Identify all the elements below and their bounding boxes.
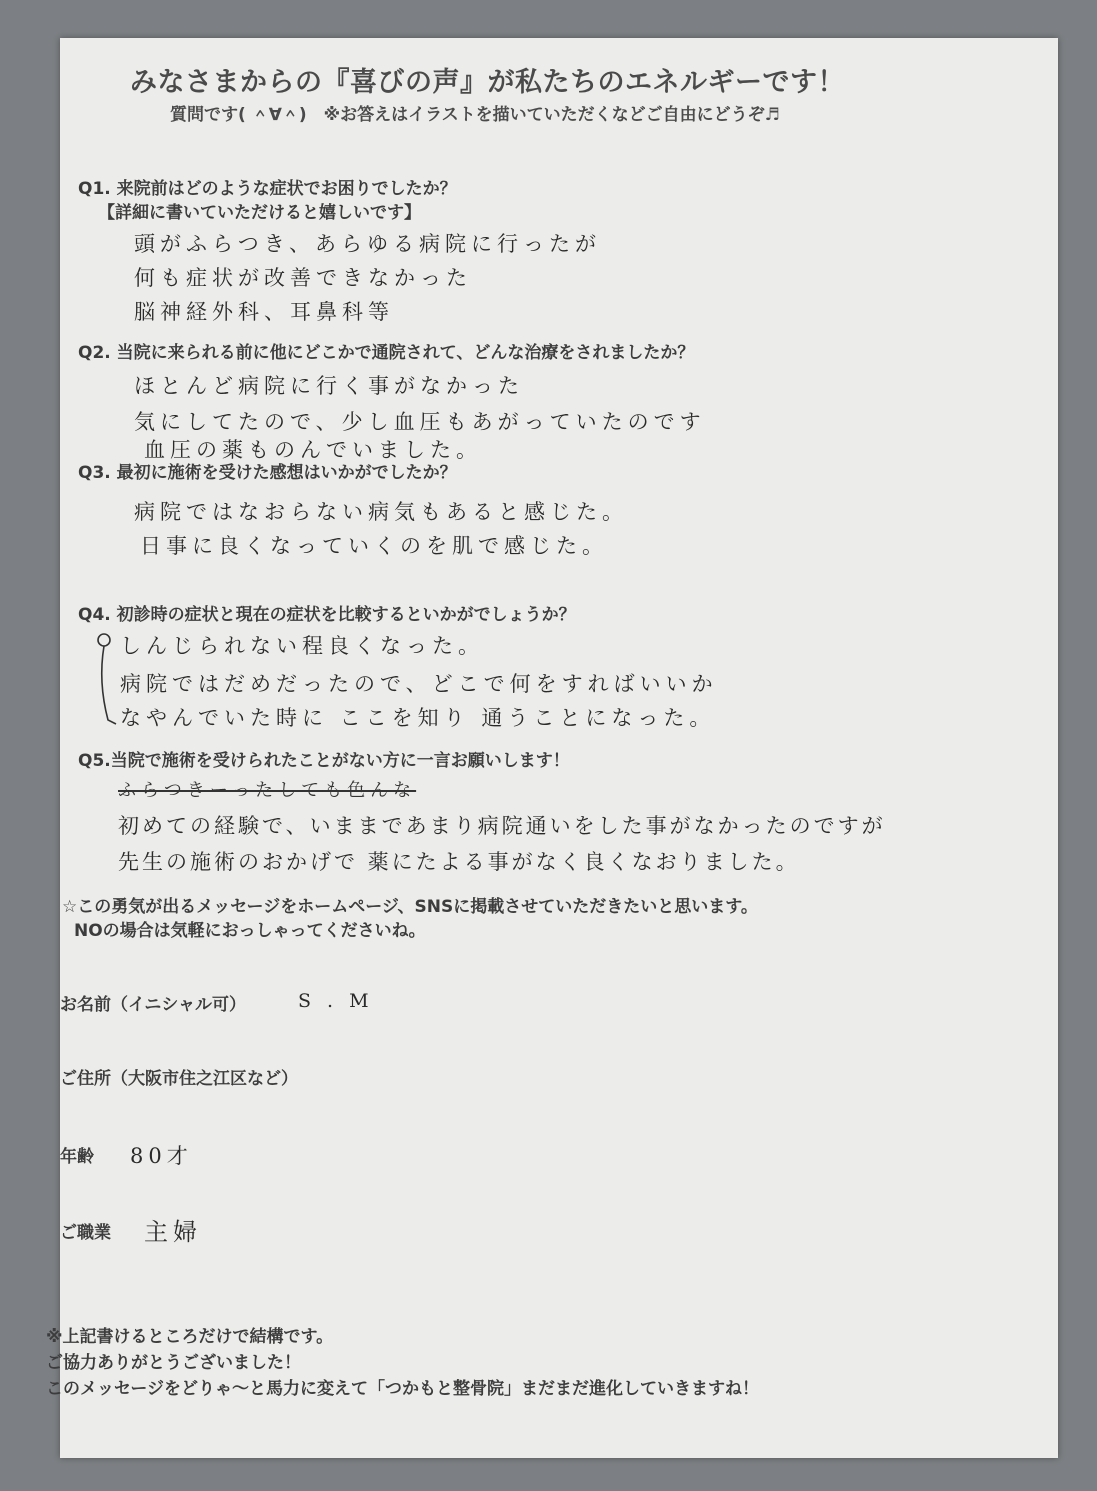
answer-2-line-3: 血圧の薬ものんでいました。 xyxy=(144,438,482,462)
footer-note: ※上記書けるところだけで結構です。 xyxy=(46,1327,334,1347)
footer-message: このメッセージをどりゃ～と馬力に変えて「つかもと整骨院」まだまだ進化していきますね！ xyxy=(46,1379,759,1399)
answer-1-line-1: 頭がふらつき、あらゆる病院に行ったが xyxy=(134,232,601,256)
answer-3-line-2: 日事に良くなっていくのを肌で感じた。 xyxy=(140,534,608,558)
answer-2-line-1: ほとんど病院に行く事がなかった xyxy=(134,374,524,398)
answer-4-line-3: なやんでいた時に ここを知り 通うことになった。 xyxy=(120,706,716,730)
address-label: ご住所（大阪市住之江区など） xyxy=(60,1069,298,1089)
question-1-note: 【詳細に書いていただけると嬉しいです】 xyxy=(98,203,421,223)
question-3-label: Q3. 最初に施術を受けた感想はいかがでしたか？ xyxy=(78,463,457,483)
consent-line-2: NOの場合は気軽におっしゃってくださいね。 xyxy=(74,921,426,941)
name-label: お名前（イニシャル可） xyxy=(60,995,246,1015)
survey-sheet xyxy=(46,38,1058,1458)
age-value: 80才 xyxy=(130,1144,193,1168)
occupation-label: ご職業 xyxy=(60,1223,111,1243)
answer-4-line-1: しんじられない程良くなった。 xyxy=(120,634,484,658)
answer-3-line-1: 病院ではなおらない病気もあると感じた。 xyxy=(134,500,628,524)
occupation-value: 主婦 xyxy=(144,1218,202,1246)
answer-1-line-2: 何も症状が改善できなかった xyxy=(134,266,472,290)
footer-thanks: ご協力ありがとうございました！ xyxy=(46,1353,301,1373)
question-1-label: Q1. 来院前はどのような症状でお困りでしたか？ xyxy=(78,179,457,199)
answer-2-line-2: 気にしてたので、少し血圧もあがっていたのです xyxy=(134,410,706,434)
age-label: 年齢 xyxy=(60,1147,94,1167)
question-4-label: Q4. 初診時の症状と現在の症状を比較するといかがでしょうか？ xyxy=(78,605,576,625)
question-2-label: Q2. 当院に来られる前に他にどこかで通院されて、どんな治療をされましたか？ xyxy=(78,343,695,363)
page-subtitle: 質問です( ＾∀＾) ※お答えはイラストを描いていただくなどご自由にどうぞ♬ xyxy=(170,105,780,125)
consent-line-1: ☆この勇気が出るメッセージをホームページ、SNSに掲載させていただきたいと思います。 xyxy=(62,897,758,917)
answer-4-line-2: 病院ではだめだったので、どこで何をすればいいか xyxy=(120,672,718,696)
answer-1-line-3: 脳神経外科、耳鼻科等 xyxy=(134,300,394,324)
answer-5-struck-text: ふらつきーったしても色んな xyxy=(118,780,417,801)
question-5-label: Q5.当院で施術を受けられたことがない方に一言お願いします！ xyxy=(78,751,570,771)
answer-5-line-1: 初めての経験で、いままであまり病院通いをした事がなかったのですが xyxy=(118,814,886,838)
answer-5-line-2: 先生の施術のおかげで 薬にたよる事がなく良くなおりました。 xyxy=(118,850,800,874)
name-value: S . M xyxy=(298,990,374,1012)
page-title: みなさまからの『喜びの声』が私たちのエネルギーです！ xyxy=(130,67,845,98)
